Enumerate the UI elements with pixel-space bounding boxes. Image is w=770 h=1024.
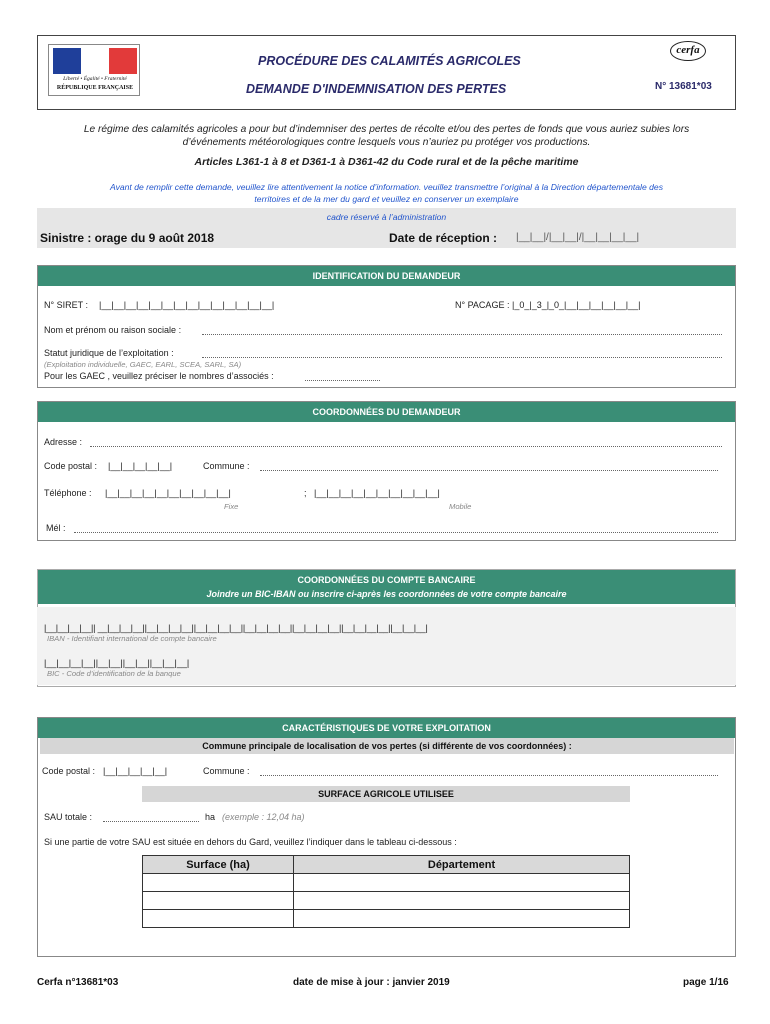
departement-cell[interactable] [294,874,630,892]
departement-cell[interactable] [294,910,630,928]
form-title-1: PROCÉDURE DES CALAMITÉS AGRICOLES [258,54,521,68]
commune-label: Commune : [203,461,250,471]
address-label: Adresse : [44,437,83,447]
bic-hint: BIC - Code d’identification de la banque [47,669,181,678]
pacage-field[interactable]: |_0_|_3_|_0_|__|__|__|__|__|__| [512,300,641,310]
phone-fixe-field[interactable]: |__|__|__|__|__|__|__|__|__|__| [105,488,231,498]
sau-unit: ha [205,812,216,822]
notice-text-1: Avant de remplir cette demande, veuillez lire attentivement la notice d’information. veuillez transmettre l’original à la Direction départementale des [110,182,663,192]
sau-heading: SURFACE AGRICOLE UTILISEE [142,786,630,802]
sau-question: Si une partie de votre SAU est située en dehors du Gard, veuillez l’indiquer dans le tableau ci-dessous : [44,837,457,847]
exploitation-commune-field[interactable] [260,775,718,776]
form-title-2: DEMANDE D'INDEMNISATION DES PERTES [246,82,507,96]
bank-heading-block [38,570,735,604]
surface-cell[interactable] [143,874,294,892]
cerfa-logo: cerfa [670,41,706,61]
commune-field[interactable] [260,470,718,471]
pacage-label: N° PACAGE : [455,300,510,310]
intro-text-2: d’événements météorologiques contre lesquels vous n’auriez pu protéger vos productions. [182,137,591,148]
date-reception-field[interactable]: |__|__|/|__|__|/|__|__|__|__| [516,232,640,243]
intro-text-1: Le régime des calamités agricoles a pour but d’indemniser des pertes de récolte et/ou des pertes de fonds que vous auriez subies lors [83,124,690,135]
footer-cerfa: Cerfa n°13681*03 [37,977,119,988]
gaec-label: Pour les GAEC , veuillez préciser le nombres d’associés : [44,371,274,381]
status-field[interactable] [202,357,722,358]
siret-field[interactable]: |__|__|__|__|__|__|__|__|__|__|__|__|__|__| [99,300,275,310]
siret-label: N° SIRET : [44,300,88,310]
exploitation-commune-label: Commune : [203,766,250,776]
name-label: Nom et prénom ou raison sociale : [44,325,182,335]
articles-reference: Articles L361-1 à 8 et D361-1 à D361-42 du Code rural et de la pêche maritime [194,156,579,168]
admin-reserved-label: cadre réservé à l’administration [326,212,447,222]
flag-icon [53,48,137,74]
surface-cell[interactable] [143,910,294,928]
sau-example: (exemple : 12,04 ha) [222,812,305,822]
sau-label: SAU totale : [44,812,93,822]
footer-update-date: date de mise à jour : janvier 2019 [293,977,450,988]
bic-field[interactable]: |__|__|__|__||__|__||__|__||__|__|__| [44,658,190,668]
gaec-field[interactable] [305,380,380,381]
iban-field[interactable]: |__|__|__|__|| __|__|__|__||__|__|__|__||__|__|__|__||__|__|__|__||__|__|__|__||__|__|__|__||__|__|__| [44,623,428,633]
mail-field[interactable] [74,532,718,533]
form-header-box [37,35,736,110]
postal-field[interactable]: |__|__|__|__|__| [108,461,173,471]
bank-heading: COORDONNÉES DU COMPTE BANCAIRE [297,575,476,585]
identification-heading: IDENTIFICATION DU DEMANDEUR [38,266,735,286]
surface-cell[interactable] [143,892,294,910]
table-row [143,874,630,892]
logo-name: RÉPUBLIQUE FRANÇAISE [56,85,134,91]
phone-mobile-hint: Mobile [449,502,472,511]
notice-text-2: territoires et de la mer du gard et veuillez en conserver un exemplaire [254,194,519,204]
phone-label: Téléphone : [44,488,92,498]
column-header-surface: Surface (ha) [143,856,294,874]
coords-section [37,401,736,541]
bank-subheading: Joindre un BIC-IBAN ou inscrire ci-après les coordonnées de votre compte bancaire [206,589,567,599]
sau-field[interactable] [103,821,199,822]
footer-page-number: page 1/16 [683,977,729,988]
postal-label: Code postal : [44,461,98,471]
cerfa-number: N° 13681*03 [655,81,712,92]
republique-francaise-logo [48,44,140,96]
phone-mobile-field[interactable]: |__|__|__|__|__|__|__|__|__|__| [314,488,440,498]
iban-hint: IBAN - Identifiant international de compte bancaire [47,634,217,643]
phone-separator: ; [304,488,307,498]
mail-label: Mél : [46,523,66,533]
table-header-row [143,856,630,874]
commune-pertes-heading: Commune principale de localisation de vos pertes (si différente de vos coordonnées) : [40,738,734,754]
table-row [143,910,630,928]
column-header-departement: Département [294,856,630,874]
address-field[interactable] [90,446,722,447]
sinistre-label: Sinistre : orage du 9 août 2018 [40,231,215,245]
status-label: Statut juridique de l’exploitation : [44,348,174,358]
coords-heading: COORDONNÉES DU DEMANDEUR [38,402,735,422]
departement-cell[interactable] [294,892,630,910]
logo-tagline: Liberté • Égalité • Fraternité [63,76,127,82]
surface-table [142,855,630,928]
exploitation-postal-field[interactable]: |__|__|__|__|__| [103,766,168,776]
phone-fixe-hint: Fixe [224,502,239,511]
date-reception-label: Date de réception : [389,231,498,245]
exploitation-heading: CARACTÉRISTIQUES DE VOTRE EXPLOITATION [38,718,735,738]
name-field[interactable] [202,334,722,335]
table-row [143,892,630,910]
status-hint: (Exploitation individuelle, GAEC, EARL, SCEA, SARL, SA) [44,360,242,369]
exploitation-postal-label: Code postal : [42,766,96,776]
